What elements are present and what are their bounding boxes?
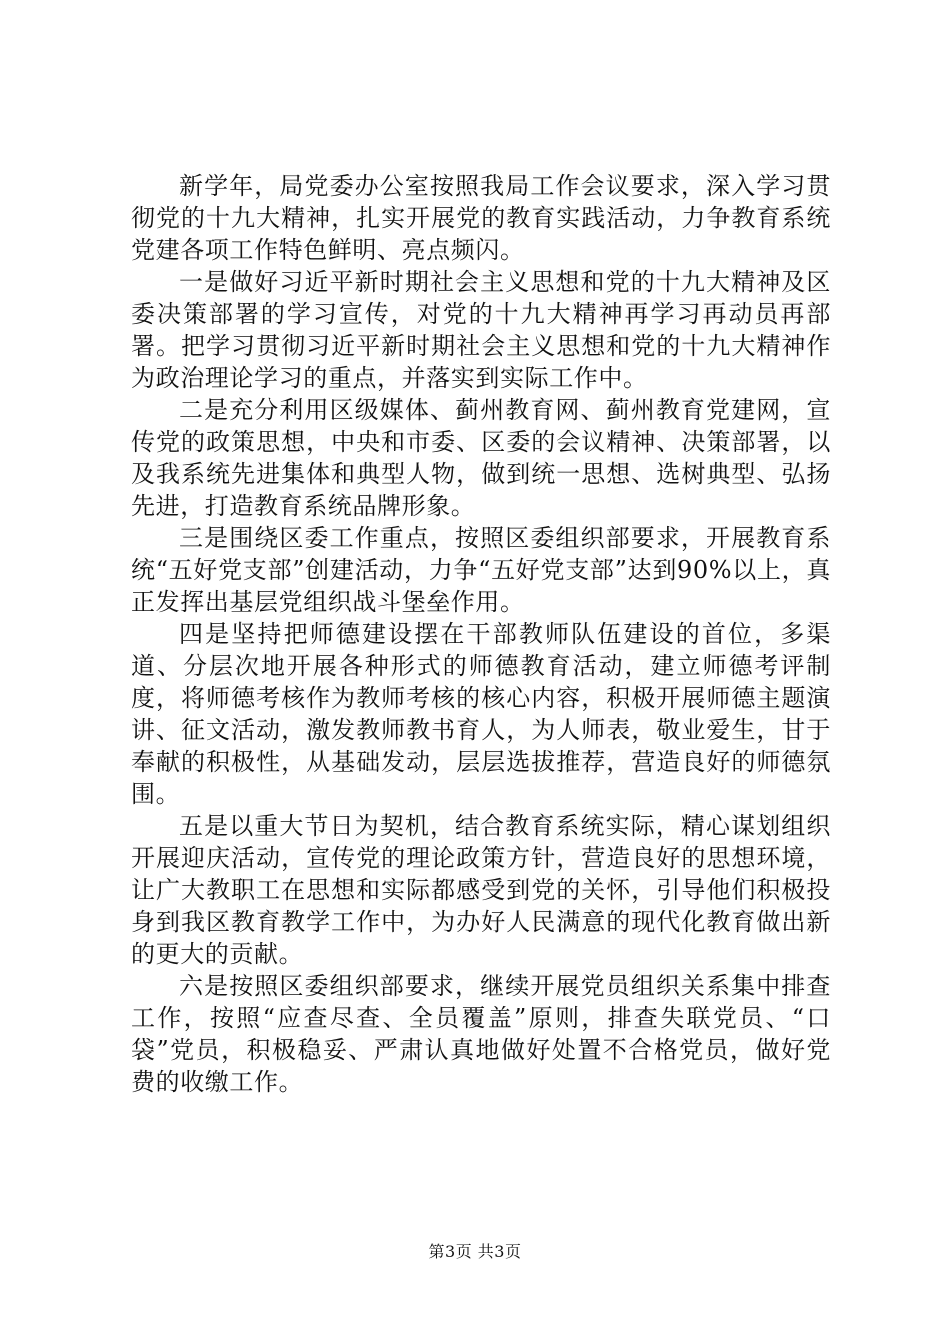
paragraph-item-2: 二是充分利用区级媒体、蓟州教育网、蓟州教育党建网，宣传党的政策思想，中央和市委、区委的会议精神、决策部署，以及我系统先进集体和典型人物，做到统一思想、选树典型、弘扬先进，打造教育系统品牌形象。 bbox=[131, 396, 831, 520]
paragraph-item-4: 四是坚持把师德建设摆在干部教师队伍建设的首位，多渠道、分层次地开展各种形式的师德教育活动，建立师德考评制度，将师德考核作为教师考核的核心内容，积极开展师德主题演讲、征文活动，激发教师教书育人，为人师表，敬业爱生，甘于奉献的积极性，从基础发动，层层选拔推荐，营造良好的师德氛围。 bbox=[131, 620, 831, 808]
paragraph-item-6: 六是按照区委组织部要求，继续开展党员组织关系集中排查工作，按照“应查尽查、全员覆盖”原则，排查失联党员、“口袋”党员，积极稳妥、严肃认真地做好处置不合格党员，做好党费的收缴工作。 bbox=[131, 972, 831, 1096]
page-number: 第3页 共3页 bbox=[428, 1242, 522, 1261]
page-footer bbox=[0, 1242, 950, 1262]
paragraph-intro: 新学年，局党委办公室按照我局工作会议要求，深入学习贯彻党的十九大精神，扎实开展党的教育实践活动，力争教育系统党建各项工作特色鲜明、亮点频闪。 bbox=[131, 172, 831, 264]
paragraph-item-5: 五是以重大节日为契机，结合教育系统实际，精心谋划组织开展迎庆活动，宣传党的理论政策方针，营造良好的思想环境，让广大教职工在思想和实际都感受到党的关怀，引导他们积极投身到我区教育教学工作中，为办好人民满意的现代化教育做出新的更大的贡献。 bbox=[131, 812, 831, 968]
paragraph-item-1: 一是做好习近平新时期社会主义思想和党的十九大精神及区委决策部署的学习宣传，对党的十九大精神再学习再动员再部署。把学习贯彻习近平新时期社会主义思想和党的十九大精神作为政治理论学习的重点，并落实到实际工作中。 bbox=[131, 268, 831, 392]
document-body bbox=[131, 170, 831, 1098]
paragraph-item-3: 三是围绕区委工作重点，按照区委组织部要求，开展教育系统“五好党支部”创建活动，力争“五好党支部”达到90%以上，真正发挥出基层党组织战斗堡垒作用。 bbox=[131, 524, 831, 616]
